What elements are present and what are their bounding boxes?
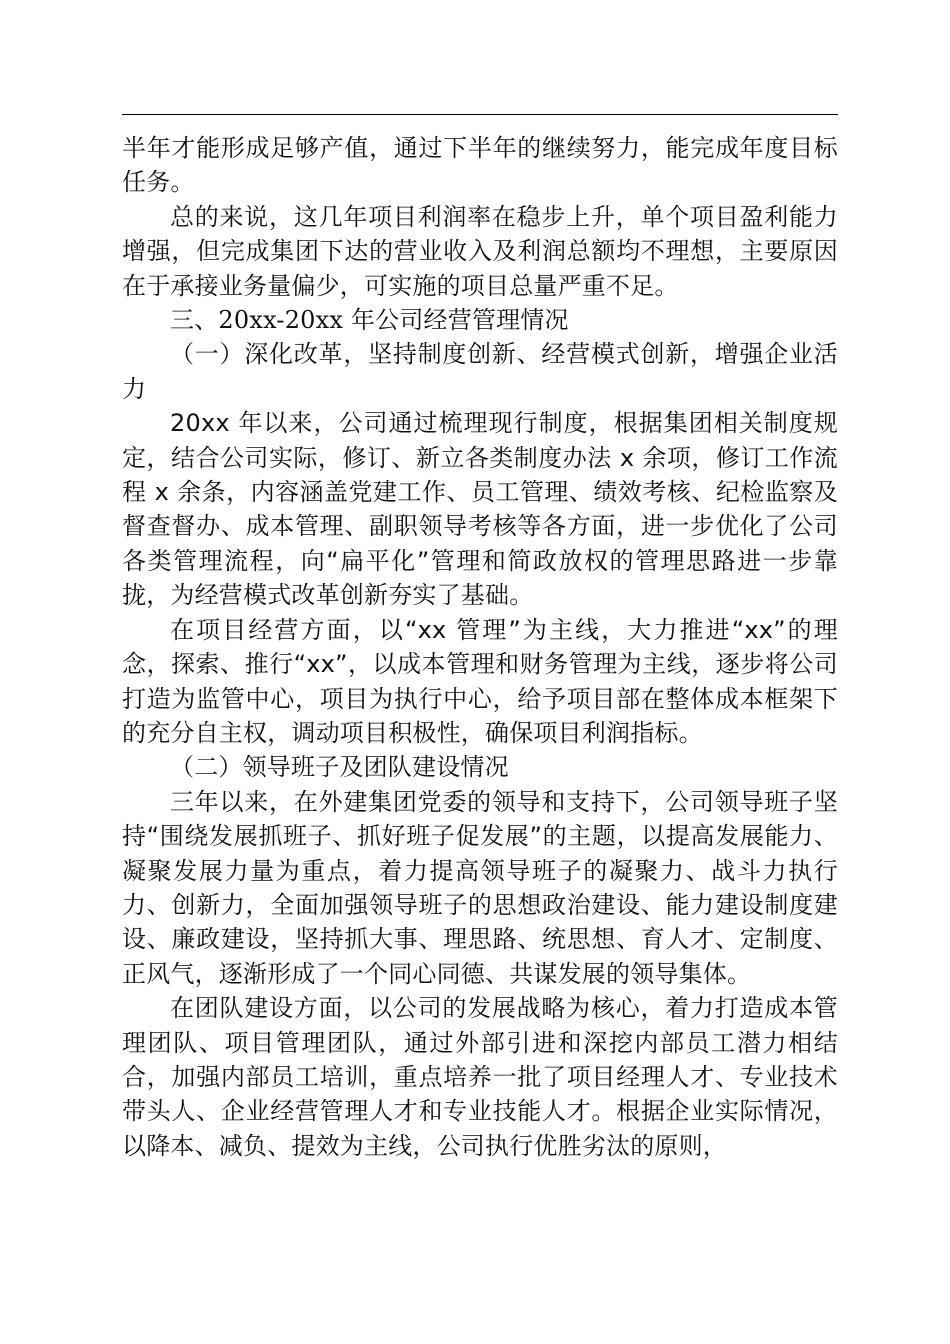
header-rule (122, 114, 838, 115)
paragraph-summary: 总的来说，这几年项目利润率在稳步上升，单个项目盈利能力增强，但完成集团下达的营业收入及利润总额均不理想，主要原因在于承接业务量偏少，可实施的项目总量严重不足。 (122, 202, 838, 300)
paragraph-team-building: 在团队建设方面，以公司的发展战略为核心，着力打造成本管理团队、项目管理团队，通过外部引进和深挖内部员工潜力相结合，加强内部员工培训，重点培养一批了项目经理人才、专业技术带头人、企业经营管理人才和专业技能人才。根据企业实际情况，以降本、减负、提效为主线，公司执行优胜劣汰的原则， (122, 994, 838, 1160)
subsection-heading-1: （一）深化改革，坚持制度创新、经营模式创新，增强企业活力 (122, 340, 838, 403)
paragraph-reform: 20xx 年以来，公司通过梳理现行制度，根据集团相关制度规定，结合公司实际，修订、新立各类制度办法 x 余项，修订工作流程 x 余条，内容涵盖党建工作、员工管理、绩效考核、纪检监察及督查督办、成本管理、副职领导考核等各方面，进一步优化了公司各类管理流程，向“扁平化”管理和简政放权的管理思路进一步靠拢，为经营模式改革创新夯实了基础。 (122, 409, 838, 610)
paragraph-continuation: 半年才能形成足够产值，通过下半年的继续努力，能完成年度目标任务。 (122, 134, 838, 197)
paragraph-leadership: 三年以来，在外建集团党委的领导和支持下，公司领导班子坚持“围绕发展抓班子、抓好班子促发展”的主题，以提高发展能力、凝聚发展力量为重点，着力提高领导班子的凝聚力、战斗力执行力、创新力，全面加强领导班子的思想政治建设、能力建设制度建设、廉政建设，坚持抓大事、理思路、统思想、育人才、定制度、正风气，逐渐形成了一个同心同德、共谋发展的领导集体。 (122, 787, 838, 988)
document-body (122, 131, 838, 1163)
paragraph-project-operation: 在项目经营方面，以“xx 管理”为主线，大力推进“xx”的理念，探索、推行“xx”，以成本管理和财务管理为主线，逐步将公司打造为监管中心，项目为执行中心，给予项目部在整体成本框架下的充分自主权，调动项目积极性，确保项目利润指标。 (122, 615, 838, 747)
section-heading-3: 三、20xx-20xx 年公司经营管理情况 (170, 306, 569, 335)
subsection-heading-2: （二）领导班子及团队建设情况 (170, 753, 509, 782)
